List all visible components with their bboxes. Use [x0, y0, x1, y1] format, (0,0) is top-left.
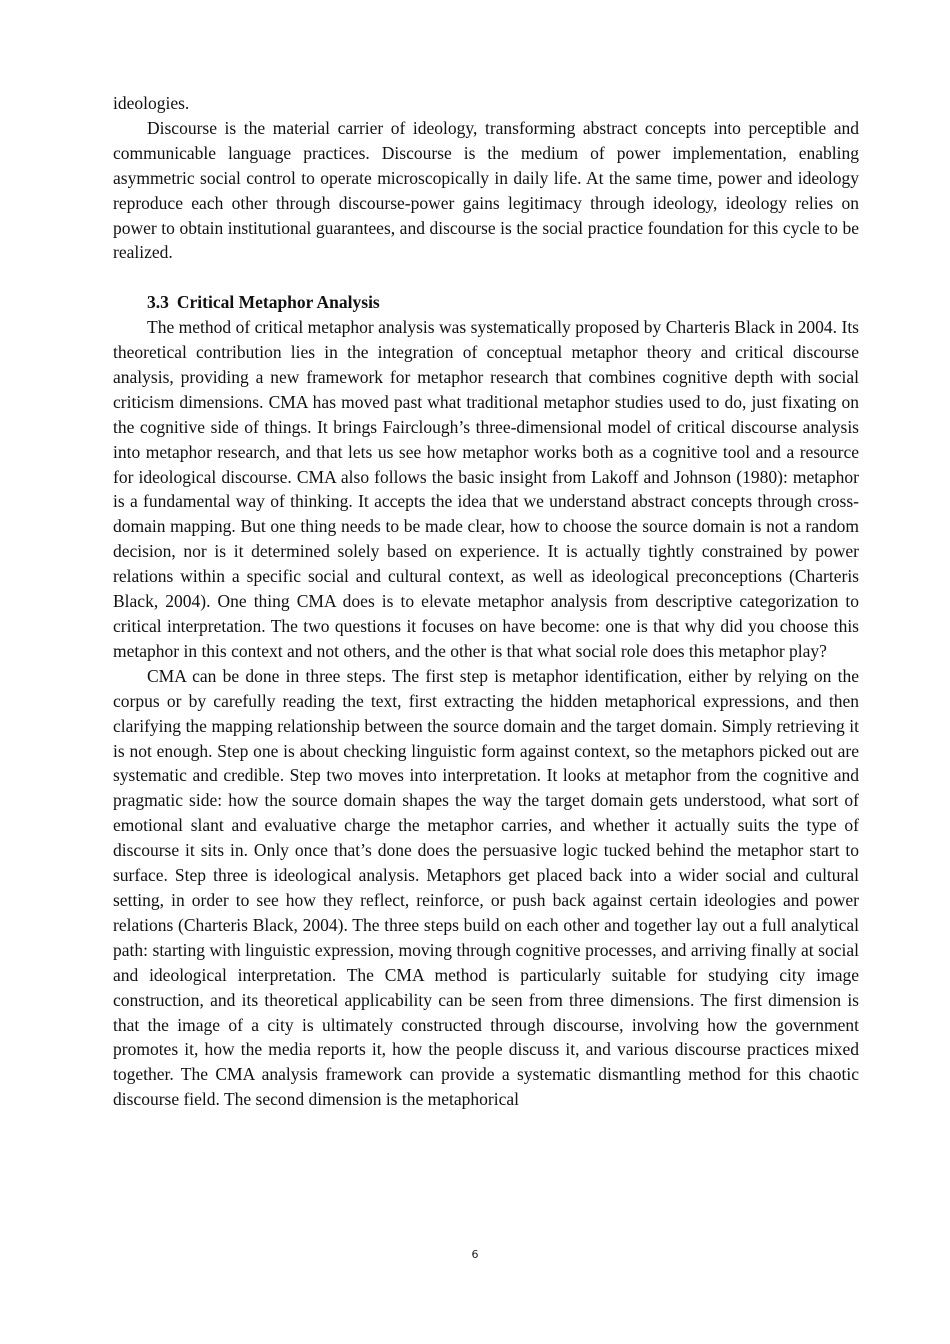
paragraph-discourse-ideology: Discourse is the material carrier of ideology, transforming abstract concepts into perceptible and communicable language practices. Discourse is the medium of power implementation, enabling asymmetric social control to operate microscopically in daily life. At the same time, power and ideology reproduce each other through discourse-power gains legitimacy through ideology, ideology relies on power to obtain institutional guarantees, and discourse is the social practice foundation for this cycle to be realized.: [113, 117, 859, 263]
page-number: 6: [471, 1248, 479, 1261]
page-body: [113, 91, 859, 1112]
section-title: Critical Metaphor Analysis: [176, 292, 380, 313]
paragraph-spacer: [113, 265, 859, 290]
paragraph-continuation: ideologies.: [113, 93, 190, 113]
section-heading: [113, 290, 859, 315]
section-number: 3.3: [147, 292, 169, 313]
paragraph-cma-method: The method of critical metaphor analysis was systematically proposed by Charteris Black in 2004. Its theoretical contribution lies in the integration of conceptual metaphor theory and critical discourse analysis, providing a new framework for metaphor research that combines cognitive depth with social criticism dimensions. CMA has moved past what traditional metaphor studies used to do, just fixating on the cognitive side of things. It brings Fairclough’s three-dimensional model of critical discourse analysis into metaphor research, and that lets us see how metaphor works both as a cognitive tool and a resource for ideological discourse. CMA also follows the basic insight from Lakoff and Johnson (1980): metaphor is a fundamental way of thinking. It accepts the idea that we understand abstract concepts through cross-domain mapping. But one thing needs to be made clear, how to choose the source domain is not a random decision, nor is it determined solely based on experience. It is actually tightly constrained by power relations within a specific social and cultural context, as well as ideological preconceptions (Charteris Black, 2004). One thing CMA does is to elevate metaphor analysis from descriptive categorization to critical interpretation. The two questions it focuses on have become: one is that why did you choose this metaphor in this context and not others, and the other is that what social role does this metaphor play?: [113, 317, 859, 661]
paragraph-cma-steps: CMA can be done in three steps. The first step is metaphor identification, either by relying on the corpus or by carefully reading the text, first extracting the hidden metaphorical expressions, and then clarifying the mapping relationship between the source domain and the target domain. Simply retrieving it is not enough. Step one is about checking linguistic form against context, so the metaphors picked out are systematic and credible. Step two moves into interpretation. It looks at metaphor from the cognitive and pragmatic side: how the source domain shapes the way the target domain gets understood, what sort of emotional slant and evaluative charge the metaphor carries, and whether it actually suits the type of discourse it sits in. Only once that’s done does the persuasive logic tucked behind the metaphor start to surface. Step three is ideological analysis. Metaphors get placed back into a wider social and cultural setting, in order to see how they reflect, reinforce, or push back against certain ideologies and power relations (Charteris Black, 2004). The three steps build on each other and together lay out a full analytical path: starting with linguistic expression, moving through cognitive processes, and arriving finally at social and ideological interpretation. The CMA method is particularly suitable for studying city image construction, and its theoretical applicability can be seen from three dimensions. The first dimension is that the image of a city is ultimately constructed through discourse, involving how the government promotes it, how the media reports it, how the people discuss it, and various discourse practices mixed together. The CMA analysis framework can provide a systematic dismantling method for this chaotic discourse field. The second dimension is the metaphorical: [113, 665, 859, 1110]
